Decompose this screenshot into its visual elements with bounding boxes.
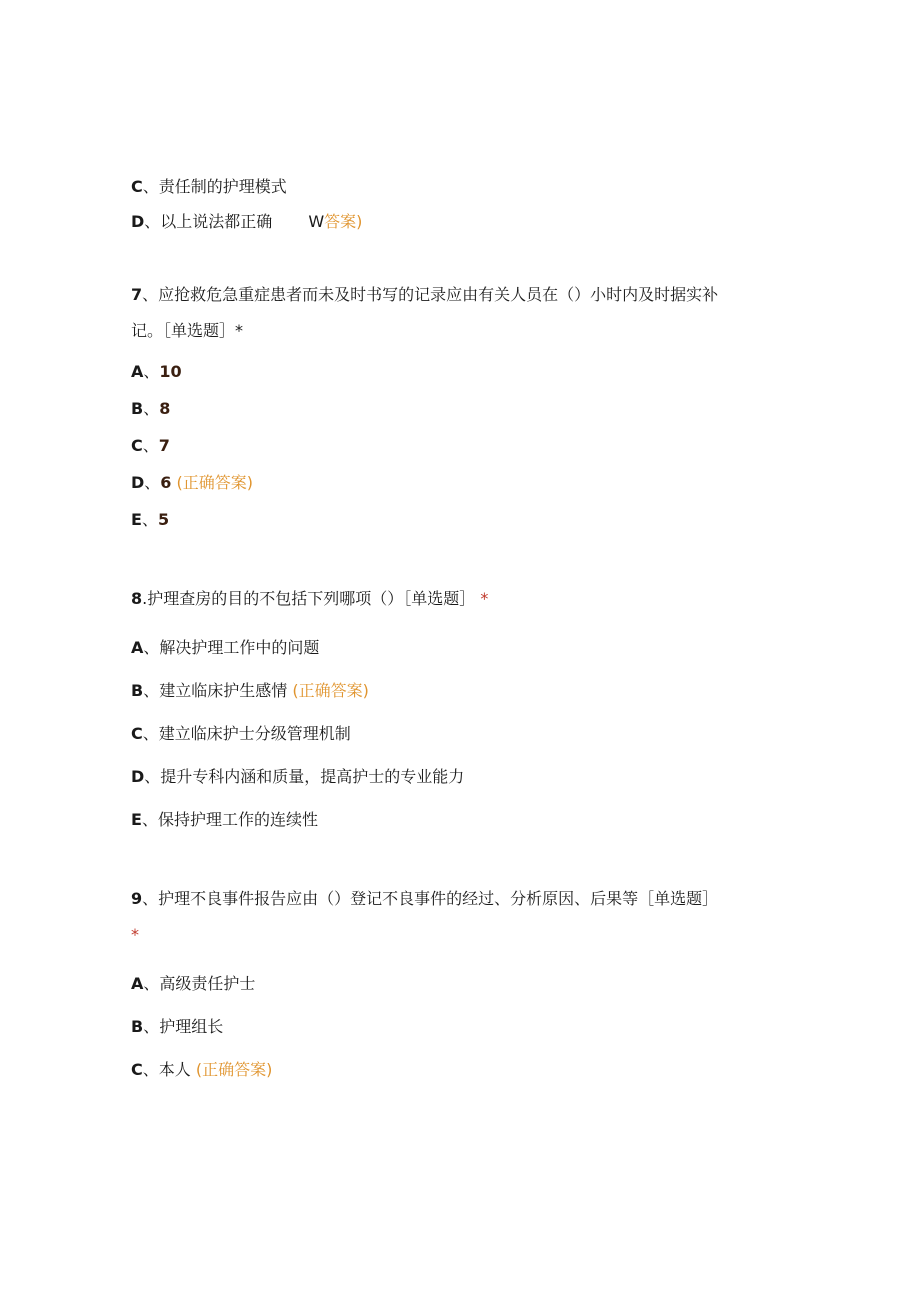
option-separator: 、 (142, 177, 159, 196)
q8-option-c (131, 724, 351, 744)
q8-option-a (131, 638, 319, 658)
question-stem: 、应抢救危急重症患者而未及时书写的记录应由有关人员在（）小时内及时据实补 (142, 285, 719, 304)
q7-option-e (131, 510, 169, 530)
option-letter: E (131, 510, 142, 529)
option-text: 责任制的护理模式 (158, 177, 287, 196)
option-separator: 、 (143, 1017, 160, 1036)
question-stem-continued: 记。［单选题］* (131, 321, 244, 340)
option-text: 高级责任护士 (159, 974, 256, 993)
answer-mark: 答案) (324, 212, 363, 231)
question-stem: .护理查房的目的不包括下列哪项（）［单选题］ (142, 589, 476, 608)
option-separator: 、 (141, 510, 158, 529)
required-star: * (480, 589, 489, 608)
option-separator: 、 (144, 767, 161, 786)
required-star: * (131, 925, 139, 944)
option-text: 解决护理工作中的问题 (159, 638, 320, 657)
option-letter: C (131, 724, 143, 743)
answer-mark-prefix: W (308, 212, 325, 231)
q8-option-d (131, 767, 464, 787)
question-stem: 、护理不良事件报告应由（）登记不良事件的经过、分析原因、后果等［单选题］ (142, 889, 719, 908)
option-text: 护理组长 (159, 1017, 224, 1036)
q7-option-a (131, 362, 182, 382)
q8-stem (131, 589, 488, 609)
correct-answer-mark: (正确答案) (195, 1060, 273, 1079)
question-number: 7 (131, 285, 143, 304)
option-text: 建立临床护生感情 (159, 681, 288, 700)
option-letter: D (131, 212, 145, 231)
q9-option-b (131, 1017, 223, 1037)
option-letter: A (131, 638, 144, 657)
q8-option-b (131, 681, 369, 701)
q7-stem-line2 (131, 321, 243, 341)
option-letter: B (131, 399, 144, 418)
correct-answer-mark: (正确答案) (176, 473, 254, 492)
question-number: 9 (131, 889, 143, 908)
option-text: 7 (158, 436, 170, 455)
option-text: 提升专科内涵和质量，提高护士的专业能力 (160, 767, 465, 786)
q8-option-e (131, 810, 318, 830)
q7-option-d (131, 473, 253, 493)
correct-answer-mark: (正确答案) (292, 681, 369, 700)
option-letter: C (131, 1060, 143, 1079)
option-separator: 、 (144, 473, 161, 492)
option-separator: 、 (142, 1060, 159, 1079)
option-text: 建立临床护士分级管理机制 (158, 724, 351, 743)
q9-stem-star-line (131, 925, 139, 945)
option-separator: 、 (142, 436, 159, 455)
option-separator: 、 (143, 362, 160, 381)
option-letter: B (131, 1017, 144, 1036)
option-separator: 、 (141, 810, 158, 829)
q7-option-b (131, 399, 170, 419)
q7-stem-line1 (131, 285, 718, 305)
option-text: 5 (157, 510, 170, 529)
option-separator: 、 (143, 681, 160, 700)
q9-option-c (131, 1060, 272, 1080)
option-letter: B (131, 681, 144, 700)
option-text: 以上说法都正确 (160, 212, 273, 231)
option-text: 保持护理工作的连续性 (157, 810, 318, 829)
option-letter: D (131, 473, 145, 492)
option-separator: 、 (143, 399, 160, 418)
option-text: 10 (159, 362, 182, 381)
option-letter: E (131, 810, 142, 829)
option-text: 8 (159, 399, 171, 418)
q9-option-a (131, 974, 255, 994)
option-letter: A (131, 362, 144, 381)
q7-option-c (131, 436, 170, 456)
option-letter: C (131, 177, 143, 196)
option-text: 本人 (158, 1060, 191, 1079)
question-number: 8 (131, 589, 143, 608)
q6-option-d (131, 212, 362, 232)
option-separator: 、 (143, 974, 160, 993)
q9-stem (131, 889, 718, 909)
option-letter: D (131, 767, 145, 786)
option-text: 6 (160, 473, 172, 492)
option-letter: C (131, 436, 143, 455)
option-separator: 、 (142, 724, 159, 743)
q6-option-c (131, 177, 287, 197)
option-letter: A (131, 974, 144, 993)
option-separator: 、 (144, 212, 161, 231)
option-separator: 、 (143, 638, 160, 657)
